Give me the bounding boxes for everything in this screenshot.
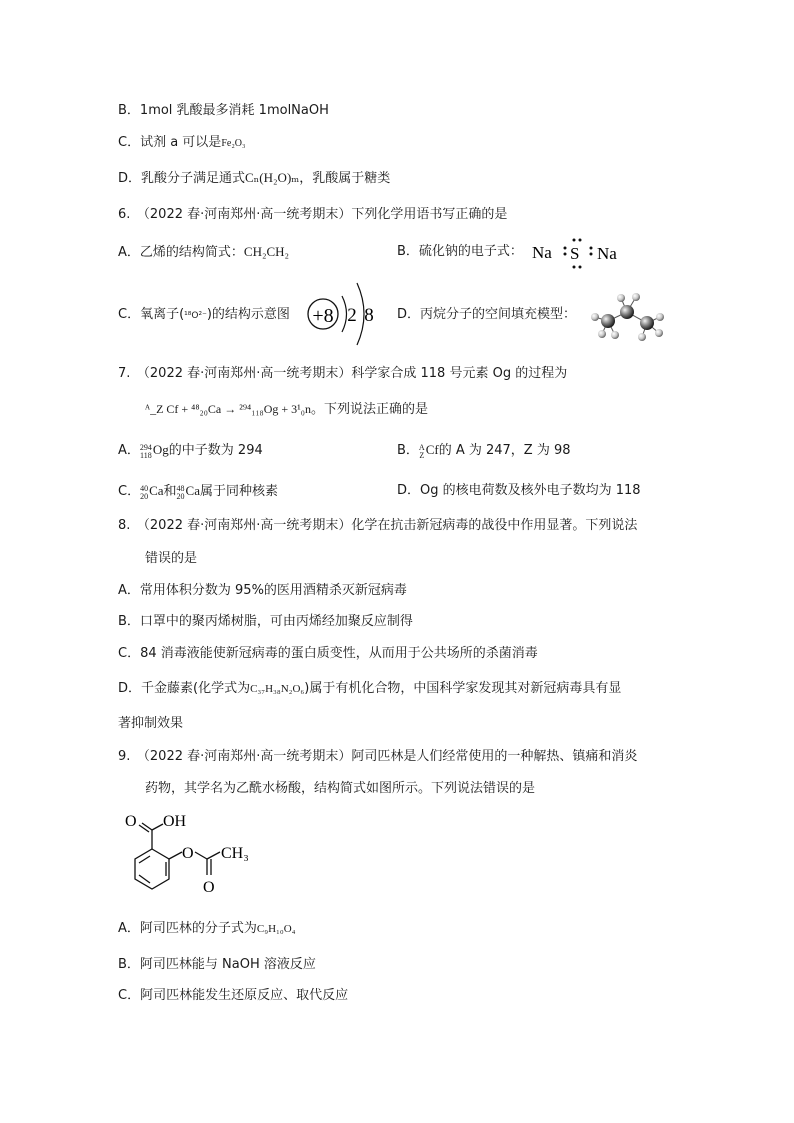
q7-option-c: C． 40 20 Ca和 48 20 Ca属于同种核素 <box>118 483 279 501</box>
q8-option-d-line2: 著抑制效果 <box>118 716 184 731</box>
aspirin-structure-diagram <box>115 808 265 908</box>
propane-space-filling-model <box>586 288 668 342</box>
shell-arc-2 <box>357 283 364 345</box>
q8-stem-line2: 错误的是 <box>145 551 198 566</box>
q6-stem: 6. （2022 春·河南郑州·高一统考期末）下列化学用语书写正确的是 <box>118 207 508 222</box>
q7-stem: 7. （2022 春·河南郑州·高一统考期末）科学家合成 118 号元素 Og 的过程为 <box>118 366 568 381</box>
q9-a-formula: C₉H₁₀O₄ <box>256 923 296 935</box>
ester-oxygen-label: O <box>182 845 194 862</box>
q9-stem-line2: 药物，其学名为乙酰水杨酸，结构简式如图所示。下列说法错误的是 <box>145 781 536 796</box>
q5-option-b: B．1mol 乳酸最多消耗 1molNaOH <box>118 103 329 118</box>
q6-a-formula: CH₂CH₂ <box>243 244 290 259</box>
q8-d-formula: C₃₇H₃₈N₂O₆ <box>250 683 305 695</box>
nuclear-equation-formula: ᴬ_Z Cf + ⁴⁸₂₀Ca → ²⁹⁴₁₁₈Og + 3¹₀n <box>145 402 311 416</box>
hydroxyl-label: OH <box>163 813 187 830</box>
q8-option-b: B．口罩中的聚丙烯树脂，可由丙烯经加聚反应制得 <box>118 614 413 629</box>
shell-1-electrons: 2 <box>347 305 357 326</box>
na-right: Na <box>597 244 617 263</box>
methyl-label: CH₃ <box>221 845 249 862</box>
q6-option-d: D．丙烷分子的空间填充模型： <box>397 307 577 322</box>
oxygen-ion-structure-diagram <box>304 276 394 356</box>
q6-option-b: B．硫化钠的电子式： <box>397 244 523 259</box>
q8-option-d: D．千金藤素(化学式为C₃₇H₃₈N₂O₆)属于有机化合物，中国科学家发现其对新冠病毒具有显 <box>118 681 622 696</box>
sodium-sulfide-electron-formula <box>530 234 626 272</box>
nucleus-charge: +8 <box>312 305 334 327</box>
q9-stem-line1: 9. （2022 春·河南郑州·高一统考期末）阿司匹林是人们经常使用的一种解热、镇痛和消炎 <box>118 749 638 764</box>
q5-option-c: C．试剂 a 可以是Fe₂O₃ <box>118 135 246 150</box>
na-left: Na <box>532 243 552 262</box>
q8-option-c: C．84 消毒液能使新冠病毒的蛋白质变性，从而用于公共场所的杀菌消毒 <box>118 646 538 661</box>
q5-option-d: D．乳酸分子满足通式Cₙ(H₂O)ₘ，乳酸属于糖类 <box>118 170 391 186</box>
acetyl-oxygen-label: O <box>203 879 215 896</box>
q7-option-b: B． A Z Cf的 A 为 247，Z 为 98 <box>397 442 571 460</box>
q6-option-c: C．氧离子(¹⁸O²⁻)的结构示意图 <box>118 307 290 322</box>
shell-arc-1 <box>342 296 347 332</box>
q8-option-a: A．常用体积分数为 95%的医用酒精杀灭新冠病毒 <box>118 583 407 598</box>
q6-option-a: A．乙烯的结构简式：CH₂CH₂ <box>118 244 290 260</box>
carbonyl-oxygen-label: O <box>125 813 137 830</box>
benzene-ring <box>135 849 169 889</box>
q9-option-a: A．阿司匹林的分子式为C₉H₁₀O₄ <box>118 921 296 936</box>
q8-stem-line1: 8. （2022 春·河南郑州·高一统考期末）化学在抗击新冠病毒的战役中作用显著。下列说法 <box>118 518 638 533</box>
q9-option-b: B．阿司匹林能与 NaOH 溶液反应 <box>118 957 316 972</box>
q7-nuclear-equation: ᴬ_Z Cf + ⁴⁸₂₀Ca → ²⁹⁴₁₁₈Og + 3¹₀n。下列说法正确的是 <box>145 402 428 417</box>
shell-2-electrons: 8 <box>364 305 374 326</box>
s-atom: S <box>570 244 580 263</box>
q7-option-a: A． 294 118 Og的中子数为 294 <box>118 442 263 460</box>
q9-option-c: C．阿司匹林能发生还原反应、取代反应 <box>118 988 349 1003</box>
q5-d-formula: Cₙ(H₂O)ₘ <box>245 170 300 185</box>
carbon-atoms <box>601 305 654 330</box>
q5-c-formula: Fe₂O₃ <box>221 138 246 149</box>
q7-option-d: D．Og 的核电荷数及核外电子数均为 118 <box>397 483 641 498</box>
